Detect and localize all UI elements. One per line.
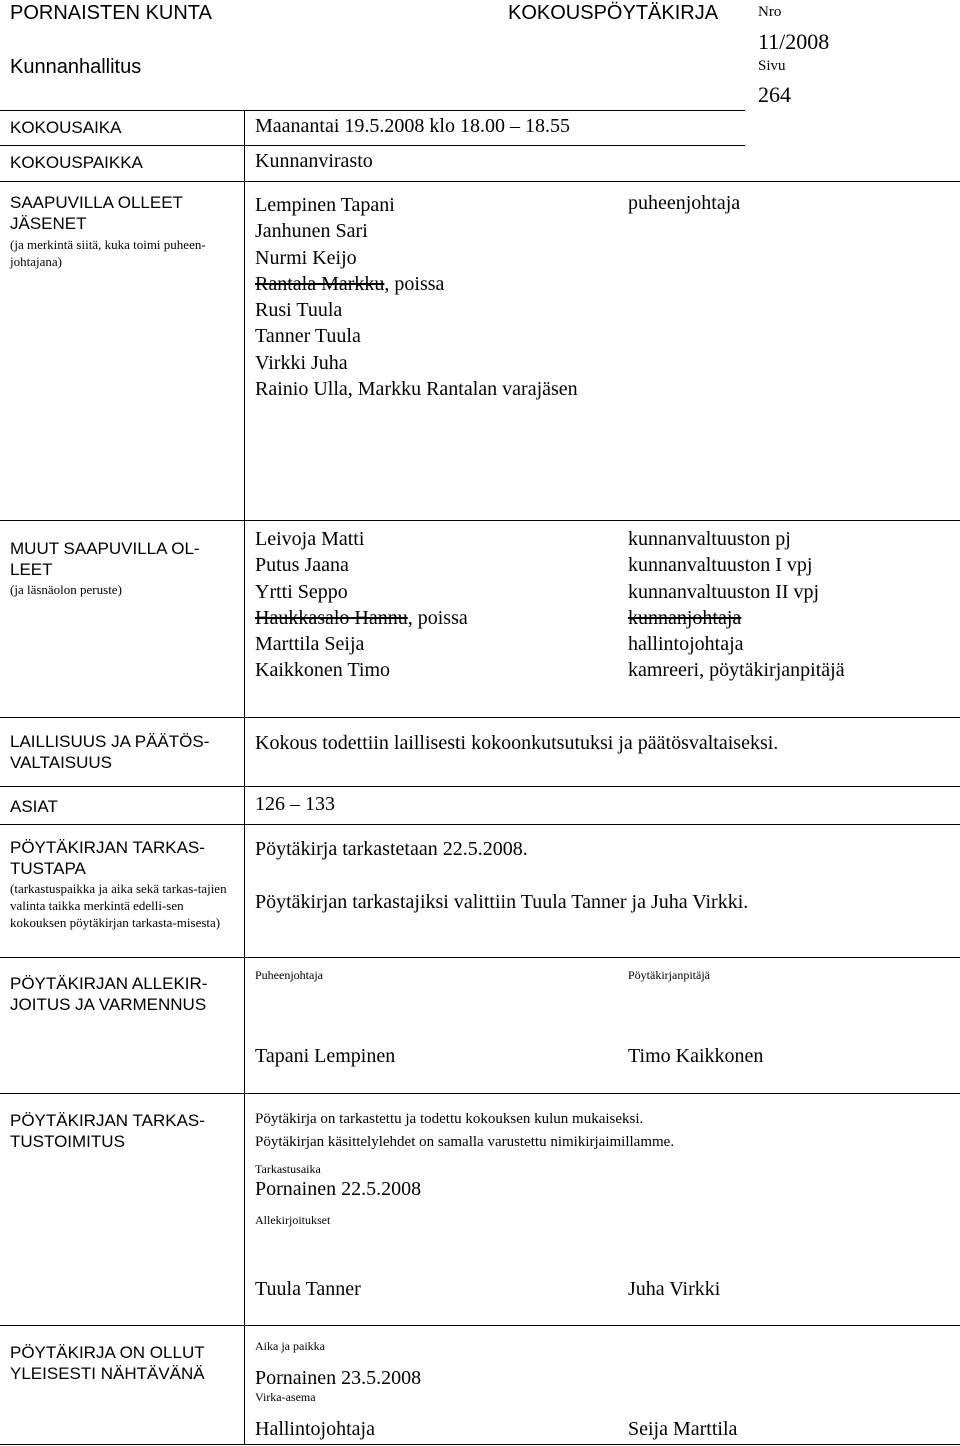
others-roles: [628, 526, 845, 684]
tarkastajat: Pöytäkirjan tarkastajiksi valittiin Tuula Tanner ja Juha Virkki.: [255, 891, 749, 913]
signatures-label-line: JOITUS JA VARMENNUS: [10, 995, 207, 1014]
secretary-sign-label: Pöytäkirjanpitäjä: [628, 968, 710, 982]
asiat-label: ASIAT: [10, 797, 58, 816]
row-divider: [0, 957, 960, 958]
member-name: Tanner Tuula: [255, 325, 361, 348]
row-divider: [0, 717, 960, 718]
nahtavana-label: [10, 1342, 205, 1384]
other-name: Putus Jaana: [255, 554, 349, 577]
tarkastusaika-label: Tarkastusaika: [255, 1162, 321, 1176]
other-name: Yrtti Seppo: [255, 580, 348, 603]
members-note: (ja merkintä siitä, kuka toimi puheen-johtajana): [10, 237, 206, 269]
other-role: kamreeri, pöytäkirjanpitäjä: [628, 659, 845, 682]
bottom-border: [0, 1444, 960, 1445]
tarkastustoimitus-label-line: PÖYTÄKIRJAN TARKAS-: [10, 1111, 205, 1130]
chair-sign-label: Puheenjohtaja: [255, 968, 323, 982]
legality-label-line: VALTAISUUS: [10, 753, 113, 772]
tarkastustapa-note: (tarkastuspaikka ja aika sekä tarkas-tajien valinta taikka merkintä edelli-sen kokouksen pöytäkirjan tarkasta-misesta): [10, 881, 227, 930]
member-name-absent: [255, 271, 578, 297]
other-role: kunnanvaltuuston II vpj: [628, 580, 820, 603]
tarkastustoimitus-line: Pöytäkirja on tarkastettu ja todettu kokouksen kulun mukaiseksi.: [255, 1111, 644, 1127]
legality-value: Kokous todettiin laillisesti kokoonkutsutuksi ja päätösvaltaiseksi.: [255, 732, 779, 754]
asiat-value: 126 – 133: [255, 793, 335, 815]
signatures-label: [10, 973, 207, 1015]
others-names: [255, 526, 468, 684]
row-divider: [0, 181, 960, 182]
nahtavana-label-line: YLEISESTI NÄHTÄVÄNÄ: [10, 1364, 205, 1383]
other-name: Leivoja Matti: [255, 528, 365, 550]
other-name-struck: Haukkasalo Hannu: [255, 606, 408, 629]
virka-asema-value: Hallintojohtaja: [255, 1418, 375, 1440]
member-name: Rainio Ulla, Markku Rantalan varajäsen: [255, 378, 578, 401]
other-role-struck: kunnanjohtaja: [628, 606, 742, 629]
org-name: PORNAISTEN KUNTA: [10, 2, 212, 24]
row-divider: [0, 520, 960, 521]
official-name: Seija Marttila: [628, 1418, 738, 1440]
other-name-absent: [255, 605, 468, 631]
row-divider: [0, 1093, 960, 1094]
allekirjoitukset-label: Allekirjoitukset: [255, 1213, 331, 1227]
members-label: SAAPUVILLA OLLEET JÄSENET: [10, 193, 183, 233]
virka-asema-label: Virka-asema: [255, 1390, 316, 1404]
inspector-2-name: Juha Virkki: [628, 1278, 721, 1300]
aika-paikka-label: Aika ja paikka: [255, 1339, 325, 1353]
legality-label: [10, 731, 209, 773]
tarkastustoimitus-line: Pöytäkirjan käsittelylehdet on samalla varustettu nimikirjaimillamme.: [255, 1134, 675, 1150]
signatures-label-line: PÖYTÄKIRJAN ALLEKIR-: [10, 974, 208, 993]
others-label: [10, 538, 200, 580]
row-divider: [0, 145, 745, 146]
member-name: Virkki Juha: [255, 351, 348, 374]
kokousaika-value: Maanantai 19.5.2008 klo 18.00 – 18.55: [255, 115, 570, 137]
nro-label: Nro: [758, 4, 782, 20]
kokouspaikka-value: Kunnanvirasto: [255, 150, 373, 172]
row-divider: [0, 824, 960, 825]
page-number: 264: [758, 82, 791, 107]
absent-note: , poissa: [407, 606, 468, 629]
tarkastustapa-label-line: PÖYTÄKIRJAN TARKAS-: [10, 838, 205, 857]
tarkastusaika-value: Pornainen 22.5.2008: [255, 1178, 422, 1200]
board-name: Kunnanhallitus: [10, 56, 142, 78]
member-name: Lempinen Tapani: [255, 194, 395, 216]
row-divider: [0, 1325, 960, 1326]
others-label-line: MUUT SAAPUVILLA OL-: [10, 539, 200, 558]
tarkastustapa-label: [10, 837, 205, 879]
other-name: Kaikkonen Timo: [255, 659, 391, 682]
row-divider: [0, 786, 960, 787]
other-name: Marttila Seija: [255, 633, 365, 656]
other-role: kunnanvaltuuston pj: [628, 528, 791, 550]
member-name: Nurmi Keijo: [255, 246, 357, 269]
others-label-line: LEET: [10, 560, 53, 579]
secretary-signature-name: Timo Kaikkonen: [628, 1045, 764, 1067]
member-name-struck: Rantala Markku: [255, 272, 385, 295]
tarkastustoimitus-label: [10, 1110, 205, 1152]
page-label: Sivu: [758, 58, 786, 74]
legality-label-line: LAILLISUUS JA PÄÄTÖS-: [10, 732, 210, 751]
members-list: [255, 192, 578, 402]
member-name: Janhunen Sari: [255, 220, 368, 243]
others-note: (ja läsnäolon peruste): [10, 582, 122, 597]
tarkastus-date: Pöytäkirja tarkastetaan 22.5.2008.: [255, 838, 528, 860]
kokousaika-label: KOKOUSAIKA: [10, 118, 122, 137]
aika-paikka-value: Pornainen 23.5.2008: [255, 1367, 422, 1389]
nro-value: 11/2008: [758, 29, 830, 54]
inspector-1-name: Tuula Tanner: [255, 1278, 361, 1300]
tarkastustoimitus-text: [255, 1108, 674, 1154]
tarkastustapa-label-line: TUSTAPA: [10, 859, 86, 878]
chair-signature-name: Tapani Lempinen: [255, 1045, 396, 1067]
kokouspaikka-label: KOKOUSPAIKKA: [10, 153, 143, 172]
member-name: Rusi Tuula: [255, 299, 343, 322]
other-role: hallintojohtaja: [628, 633, 744, 656]
nahtavana-label-line: PÖYTÄKIRJA ON OLLUT: [10, 1343, 205, 1362]
doc-type: KOKOUSPÖYTÄKIRJA: [508, 2, 719, 24]
header-divider: [0, 110, 745, 111]
column-divider: [244, 110, 245, 1445]
chair-role: puheenjohtaja: [628, 192, 741, 214]
absent-note: , poissa: [384, 272, 445, 295]
other-role: kunnanvaltuuston I vpj: [628, 554, 813, 577]
tarkastustoimitus-label-line: TUSTOIMITUS: [10, 1132, 125, 1151]
